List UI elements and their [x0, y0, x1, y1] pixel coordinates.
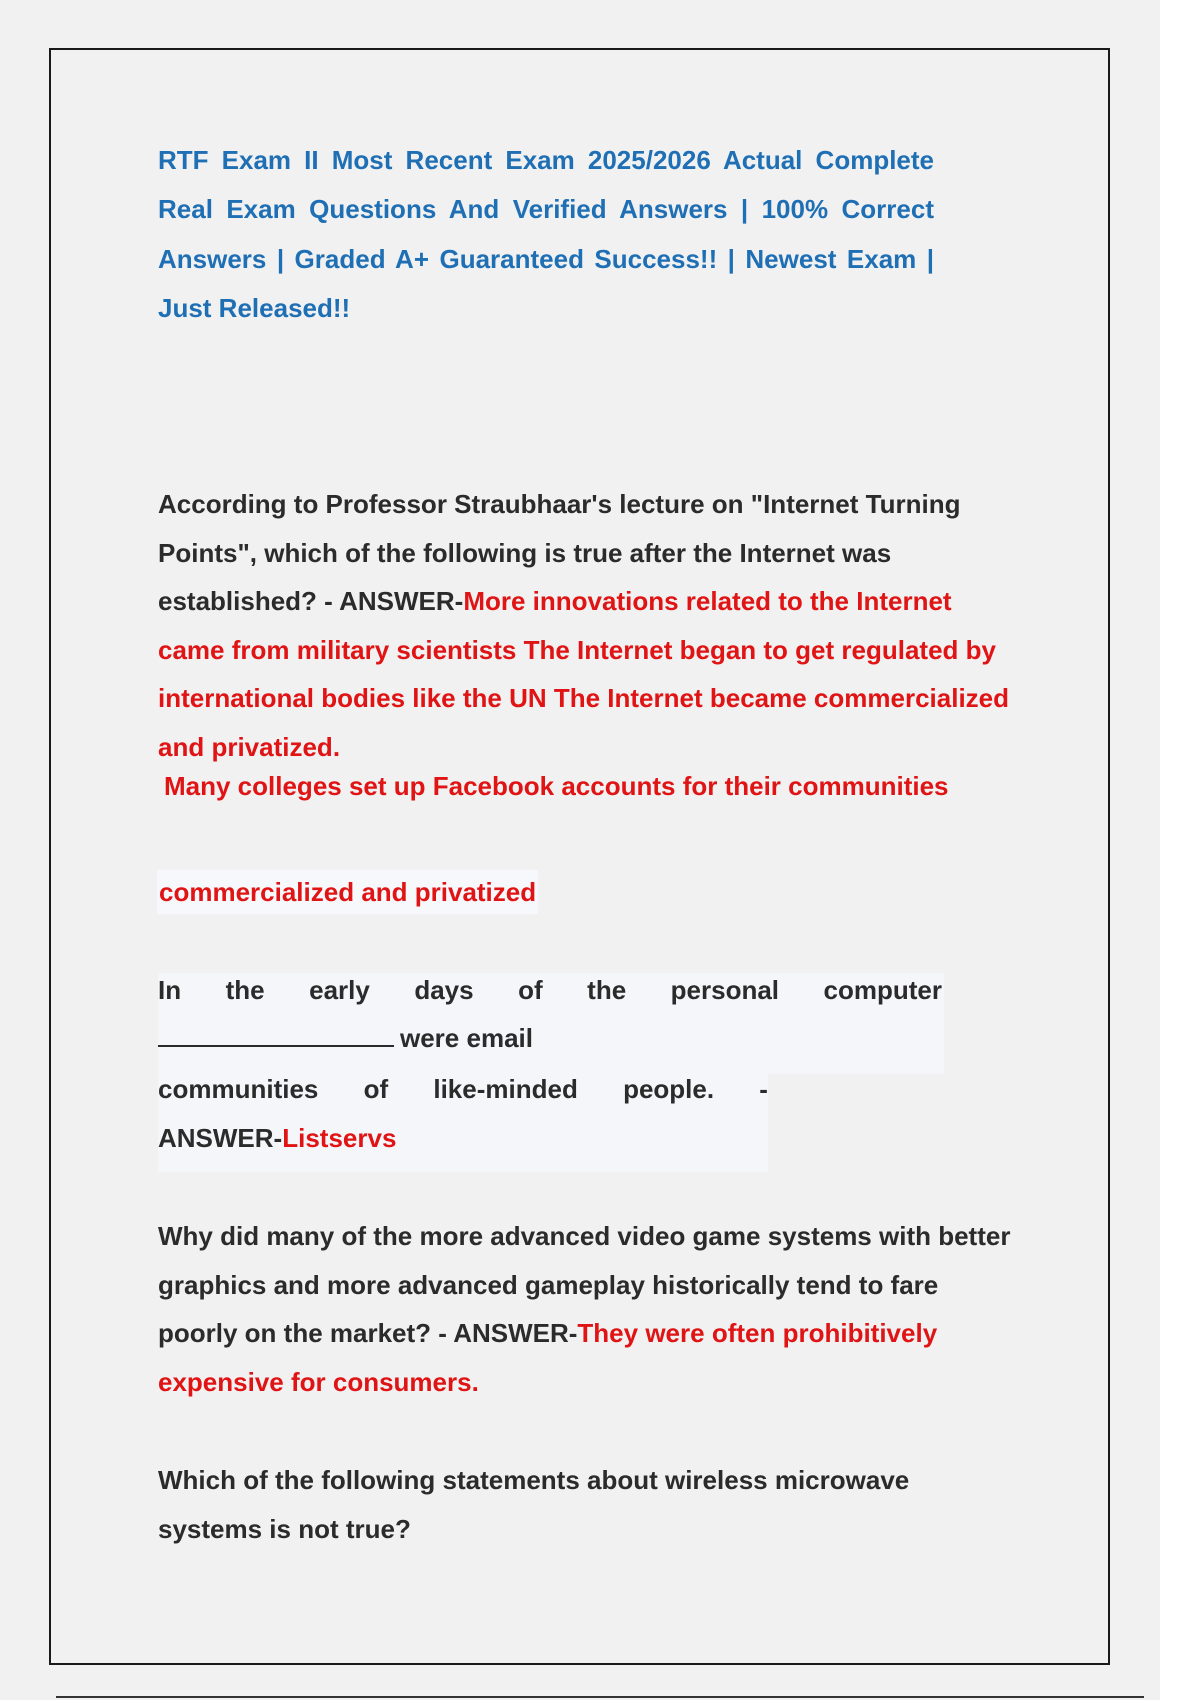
- document-title: RTF Exam II Most Recent Exam 2025/2026 Actual Complete Real Exam Questions And Verified Answers | 100% Correct Answers | Graded A+ Guaranteed Success!! | Newest Exam | Just Released!!: [158, 145, 934, 323]
- word: like-minded: [433, 1074, 578, 1104]
- word: communities: [158, 1074, 319, 1104]
- word: people.: [623, 1074, 715, 1104]
- word: personal: [670, 975, 780, 1005]
- word: of: [518, 975, 543, 1005]
- answer-marker: - ANSWER-: [438, 1318, 578, 1348]
- answer-1-extra-option: Many colleges set up Facebook accounts for their communities: [164, 771, 949, 801]
- answer-2-label: ANSWER-: [158, 1123, 283, 1153]
- word: the: [225, 975, 265, 1005]
- question-2-answer-line: [158, 1123, 396, 1154]
- word: days: [414, 975, 474, 1005]
- question-2-line-1: [158, 975, 942, 1006]
- question-3: [158, 1212, 1018, 1406]
- word: -: [759, 1074, 768, 1104]
- answer-marker: - ANSWER-: [324, 586, 464, 616]
- question-1: [158, 480, 1018, 771]
- word: of: [363, 1074, 389, 1104]
- question-4: [158, 1456, 1018, 1553]
- word: In: [158, 975, 182, 1005]
- answer-1-highlight: commercialized and privatized: [157, 870, 538, 914]
- page-divider: [56, 1696, 1144, 1698]
- question-2-line-3: [158, 1074, 768, 1105]
- word: early: [309, 975, 370, 1005]
- question-2-line-2: [158, 1023, 533, 1054]
- question-2-continuation: were email: [400, 1023, 533, 1053]
- question-1-text: According to Professor Straubhaar's lecture on "Internet Turning Points", which of the following is true after the Internet was established?: [158, 489, 961, 616]
- answer-2-text: Listservs: [282, 1123, 397, 1153]
- word: computer: [823, 975, 942, 1005]
- fill-in-blank: [158, 1045, 394, 1047]
- answer-1-text: More innovations related to the Internet came from military scientists The Internet began to get regulated by international bodies like the UN The Internet became commercialized and privatized.: [158, 586, 1010, 762]
- word: the: [587, 975, 627, 1005]
- question-4-text: Which of the following statements about wireless microwave systems is not true?: [158, 1465, 910, 1544]
- question-3-text: Why did many of the more advanced video game systems with better graphics and more advanced gameplay historically tend to fare poorly on the market?: [158, 1221, 1011, 1348]
- answer-3-text: They were often prohibitively expensive for consumers.: [158, 1318, 938, 1397]
